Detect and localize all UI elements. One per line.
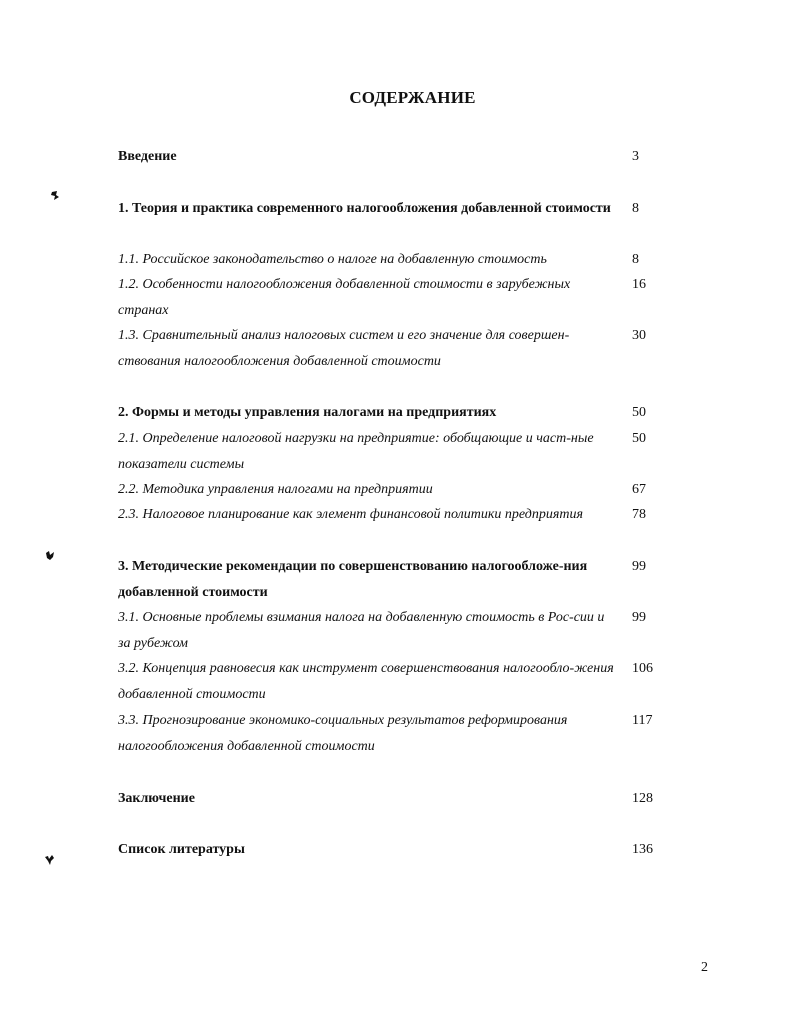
toc-entry-page: 99 [632,559,646,574]
toc-entry-page: 8 [632,201,639,216]
toc-entry-section-2-3[interactable] [118,502,655,554]
toc-entry-section-1-2[interactable] [118,272,655,324]
toc-entry-text: 2. Формы и методы управления налогами на предприятиях [118,405,497,420]
toc-entry-page: 78 [632,507,646,522]
scan-speck-mark [44,550,56,562]
toc-entry-text: 1.2. Особенности налогообложения добавленной стоимости в зарубежных странах [118,277,571,318]
toc-entry-page: 30 [632,328,646,343]
toc-entry-text: 2.2. Методика управления налогами на предприятии [118,482,433,497]
toc-entry-text: 1.3. Сравнительный анализ налоговых систем и его значение для совершен-ствования налогообложения добавленной стоимости [118,328,570,369]
toc-entry-page: 50 [632,405,646,420]
toc-entry-conclusion[interactable] [118,786,655,838]
toc-entry-text: 3.2. Концепция равновесия как инструмент совершенствования налогообло-жения добавленной стоимости [118,661,614,702]
toc-entry-chapter-3[interactable] [118,554,655,606]
toc-entry-text: Введение [118,149,177,164]
toc-entry-page: 99 [632,610,646,625]
toc-entry-page: 67 [632,482,646,497]
toc-entry-text: 3. Методические рекомендации по совершенствованию налогообложе-ния добавленной стоимости [118,559,588,600]
toc-entry-section-3-2[interactable] [118,656,655,708]
toc-entry-section-1-3[interactable] [118,323,655,375]
toc-entry-text: 2.3. Налоговое планирование как элемент финансовой политики предприятия [118,507,583,522]
toc-entry-text: 3.3. Прогнозирование экономико-социальных результатов реформирования налогообложения добавленной стоимости [118,713,568,754]
toc-entry-page: 136 [632,842,653,857]
page-number: 2 [701,960,708,975]
toc-entry-page: 128 [632,791,653,806]
toc-entry-text: Список литературы [118,842,245,857]
toc-entry-page: 117 [632,713,653,728]
toc-entry-page: 8 [632,252,639,267]
toc-entry-page: 106 [632,661,653,676]
toc-entry-page: 16 [632,277,646,292]
toc-entry-section-2-1[interactable] [118,426,655,478]
toc-entry-text: 3.1. Основные проблемы взимания налога на добавленную стоимость в Рос-сии и за рубежом [118,610,605,651]
toc-entry-text: Заключение [118,791,195,806]
toc-entry-page: 3 [632,149,639,164]
toc-entry-chapter-1[interactable] [118,196,655,248]
toc-entry-section-3-3[interactable] [118,708,655,760]
toc-entry-text: 1.1. Российское законодательство о налоге на добавленную стоимость [118,252,547,267]
toc-entry-introduction[interactable] [118,144,655,196]
toc-entry-references[interactable] [118,837,655,889]
toc-entry-text: 2.1. Определение налоговой нагрузки на предприятие: обобщающие и част-ные показатели системы [118,431,594,472]
toc-entry-section-3-1[interactable] [118,605,655,657]
toc-entry-page: 50 [632,431,646,446]
scan-speck-mark [44,854,56,866]
toc-entry-text: 1. Теория и практика современного налогообложения добавленной стоимости [118,201,611,216]
scan-speck-mark [50,190,60,202]
page-title: СОДЕРЖАНИЕ [349,88,476,107]
